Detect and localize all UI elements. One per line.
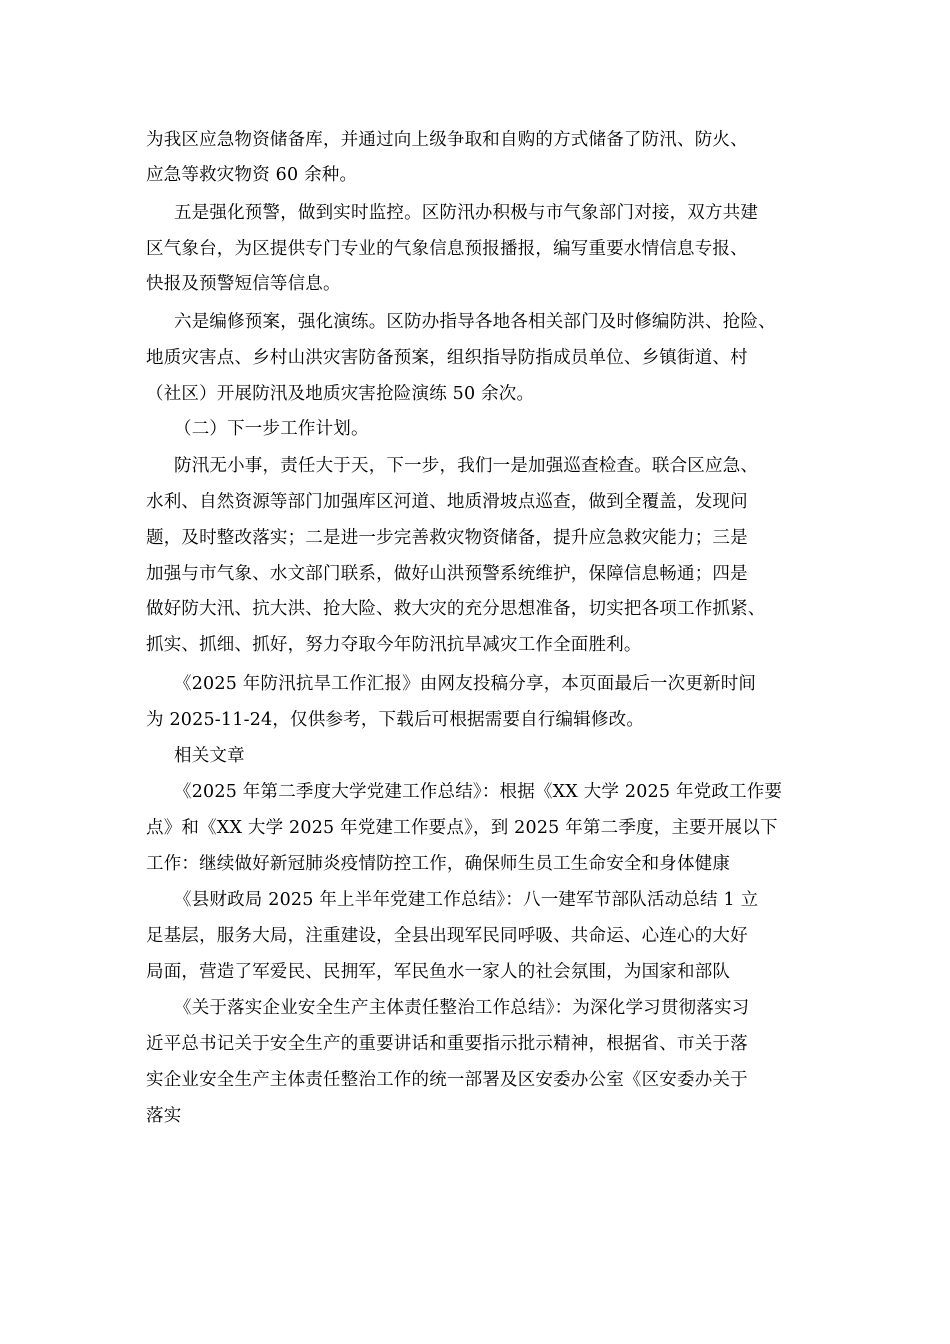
body-text-line: 防汛无小事，责任大于天，下一步，我们一是加强巡查检查。联合区应急、 [174, 456, 759, 476]
source-note-line: 为 2025-11-24，仅供参考，下载后可根据需要自行编辑修改。 [146, 710, 645, 730]
body-text-line: 水利、自然资源等部门加强库区河道、地质滑坡点巡查，做到全覆盖，发现问 [146, 492, 748, 512]
body-text-line: 加强与市气象、水文部门联系，做好山洪预警系统维护，保障信息畅通；四是 [146, 564, 748, 584]
related-article-link[interactable]: 《县财政局 2025 年上半年党建工作总结》：八一建军节部队活动总结 1 立 [174, 890, 759, 910]
body-text-line: 题，及时整改落实；二是进一步完善救灾物资储备，提升应急救灾能力；三是 [146, 528, 748, 548]
body-text-line: 应急等救灾物资 60 余种。 [146, 165, 358, 185]
body-text-line: 区气象台，为区提供专门专业的气象信息预报播报，编写重要水情信息专报、 [146, 239, 748, 259]
related-article-link[interactable]: 《2025 年第二季度大学党建工作总结》：根据《XX 大学 2025 年党政工作要 [174, 782, 783, 802]
body-text-line: 六是编修预案，强化演练。区防办指导各地各相关部门及时修编防洪、抢险、 [174, 312, 776, 332]
body-text-line: 抓实、抓细、抓好，努力夺取今年防汛抗旱减灾工作全面胜利。 [146, 635, 642, 655]
related-article-summary: 近平总书记关于安全生产的重要讲话和重要指示批示精神，根据省、市关于落 [146, 1034, 748, 1054]
related-article-link[interactable]: 《关于落实企业安全生产主体责任整治工作总结》：为深化学习贯彻落实习 [174, 998, 750, 1018]
related-article-summary: 局面，营造了军爱民、民拥军，军民鱼水一家人的社会氛围，为国家和部队 [146, 962, 731, 982]
body-text-line: （社区）开展防汛及地质灾害抢险演练 50 余次。 [146, 384, 535, 404]
body-text-line: 快报及预警短信等信息。 [146, 274, 341, 294]
body-text-line: 做好防大汛、抗大洪、抢大险、救大灾的充分思想准备，切实把各项工作抓紧、 [146, 599, 766, 619]
related-article-summary: 工作：继续做好新冠肺炎疫情防控工作，确保师生员工生命安全和身体健康 [146, 854, 731, 874]
related-article-summary: 落实 [146, 1106, 182, 1126]
related-articles-heading: 相关文章 [174, 746, 245, 766]
body-text-line: 五是强化预警，做到实时监控。区防汛办积极与市气象部门对接，双方共建 [174, 203, 759, 223]
body-text-line: 为我区应急物资储备库，并通过向上级争取和自购的方式储备了防汛、防火、 [146, 130, 748, 150]
related-article-summary: 实企业安全生产主体责任整治工作的统一部署及区安委办公室《区安委办关于 [146, 1070, 748, 1090]
source-note-line: 《2025 年防汛抗旱工作汇报》由网友投稿分享，本页面最后一次更新时间 [174, 674, 757, 694]
body-text-line: 地质灾害点、乡村山洪灾害防备预案，组织指导防指成员单位、乡镇街道、村 [146, 348, 748, 368]
related-article-summary: 足基层，服务大局，注重建设，全县出现军民同呼吸、共命运、心连心的大好 [146, 926, 748, 946]
related-article-summary: 点》和《XX 大学 2025 年党建工作要点》，到 2025 年第二季度，主要开展以下 [146, 818, 778, 838]
section-heading: （二）下一步工作计划。 [174, 419, 369, 439]
